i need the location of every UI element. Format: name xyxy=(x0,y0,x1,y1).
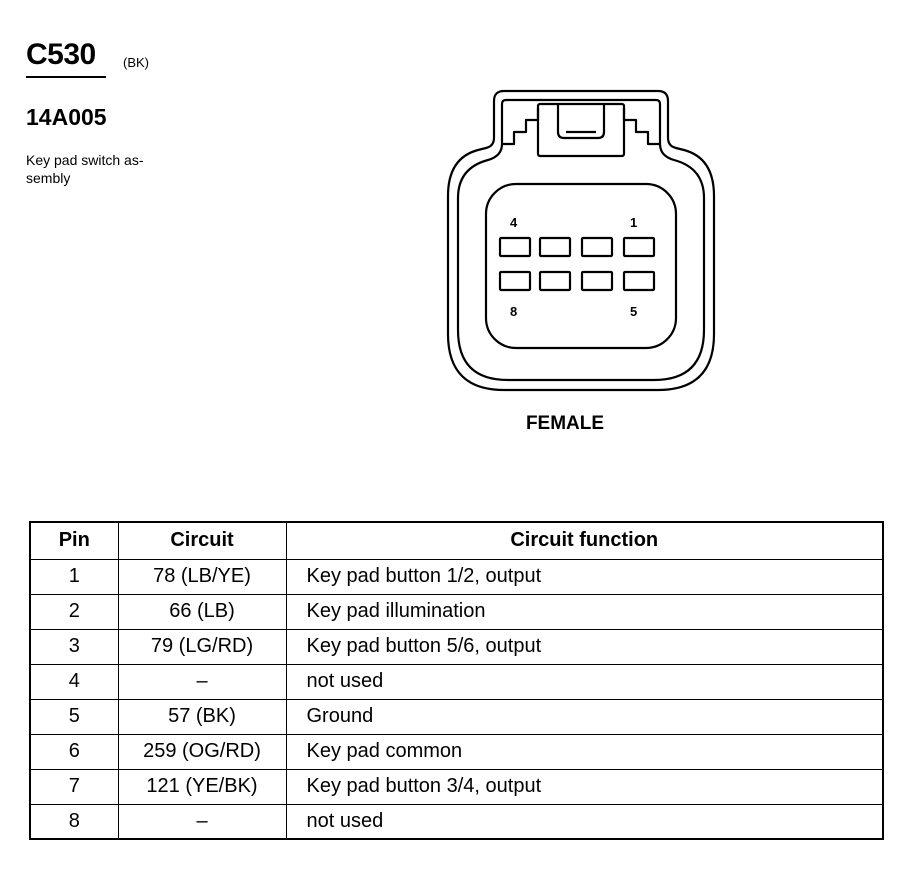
function-cell: Key pad common xyxy=(286,734,883,769)
pin-slot-5 xyxy=(624,272,654,290)
pin-cell: 3 xyxy=(30,629,118,664)
connector-id-underline xyxy=(26,76,106,78)
table-row xyxy=(30,699,883,734)
pin-cell: 1 xyxy=(30,559,118,594)
pin-slot-1 xyxy=(624,238,654,256)
table-row xyxy=(30,594,883,629)
connector-color: (BK) xyxy=(123,55,149,70)
table-row xyxy=(30,664,883,699)
pin-cell: 4 xyxy=(30,664,118,699)
function-cell: Key pad button 5/6, output xyxy=(286,629,883,664)
table-header-row xyxy=(30,522,883,559)
circuit-cell: 121 (YE/BK) xyxy=(118,769,286,804)
latch-step-right xyxy=(624,108,660,144)
table-row xyxy=(30,559,883,594)
terminal-cavity xyxy=(486,184,676,348)
connector-diagram xyxy=(430,86,730,406)
pin-slot-8 xyxy=(500,272,530,290)
pin-slot-6 xyxy=(582,272,612,290)
column-header-function: Circuit function xyxy=(286,522,883,559)
function-cell: not used xyxy=(286,664,883,699)
pin-table xyxy=(29,521,884,840)
part-description xyxy=(26,151,176,187)
pin-cell: 7 xyxy=(30,769,118,804)
connector-id: C530 xyxy=(26,38,96,71)
function-cell: Ground xyxy=(286,699,883,734)
table-row xyxy=(30,804,883,839)
pin-slot-4 xyxy=(500,238,530,256)
pin-label-8: 8 xyxy=(510,304,518,319)
pin-label-5: 5 xyxy=(630,304,638,319)
pin-cell: 6 xyxy=(30,734,118,769)
circuit-cell: 66 (LB) xyxy=(118,594,286,629)
function-cell: not used xyxy=(286,804,883,839)
pin-label-1: 1 xyxy=(630,215,638,230)
part-description-text: Key pad switch as- sembly xyxy=(26,152,144,186)
pin-label-4: 4 xyxy=(510,215,518,230)
pin-cell: 5 xyxy=(30,699,118,734)
connector-face-drawing xyxy=(430,86,730,406)
pin-cell: 8 xyxy=(30,804,118,839)
function-cell: Key pad illumination xyxy=(286,594,883,629)
pin-slot-2 xyxy=(582,238,612,256)
circuit-cell: 259 (OG/RD) xyxy=(118,734,286,769)
circuit-cell: – xyxy=(118,804,286,839)
pin-cell: 2 xyxy=(30,594,118,629)
pin-slot-3 xyxy=(540,238,570,256)
column-header-circuit: Circuit xyxy=(118,522,286,559)
latch-tab-outer xyxy=(538,104,624,156)
circuit-cell: 79 (LG/RD) xyxy=(118,629,286,664)
circuit-cell: – xyxy=(118,664,286,699)
table-row xyxy=(30,734,883,769)
pin-slot-7 xyxy=(540,272,570,290)
table-row xyxy=(30,629,883,664)
circuit-cell: 57 (BK) xyxy=(118,699,286,734)
circuit-cell: 78 (LB/YE) xyxy=(118,559,286,594)
view-label: FEMALE xyxy=(525,413,605,434)
column-header-pin: Pin xyxy=(30,522,118,559)
function-cell: Key pad button 1/2, output xyxy=(286,559,883,594)
part-number: 14A005 xyxy=(26,104,107,130)
function-cell: Key pad button 3/4, output xyxy=(286,769,883,804)
latch-step-left xyxy=(502,108,538,144)
table-row xyxy=(30,769,883,804)
